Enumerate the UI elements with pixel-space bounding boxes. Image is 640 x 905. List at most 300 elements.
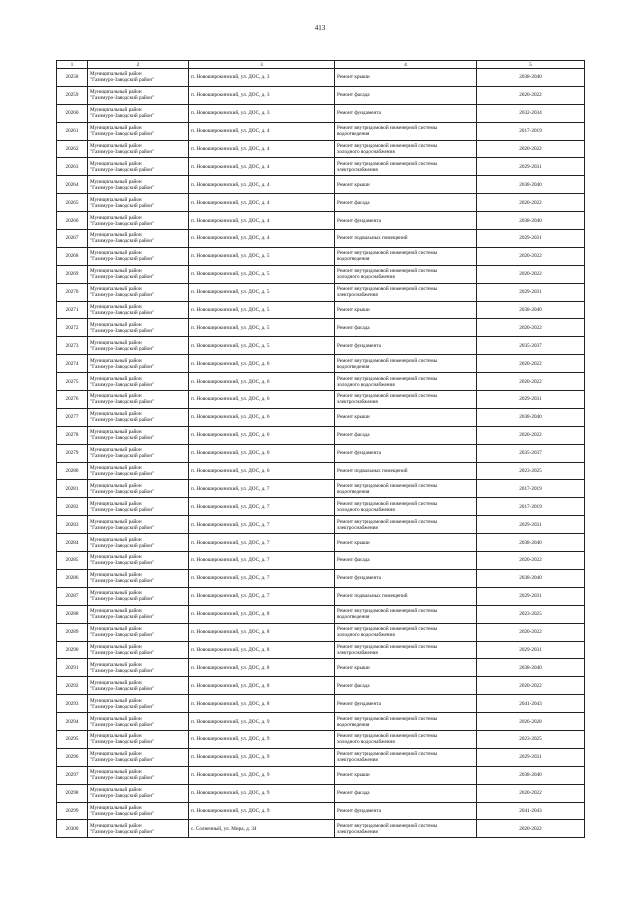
row-id: 20262 [57,140,88,158]
district-line: "Газимуро-Заводский район" [90,649,155,656]
district-cell [88,408,189,426]
district-line: Муниципальный район [90,590,142,597]
district-cell [88,319,189,337]
district-line: "Газимуро-Заводский район" [90,506,155,513]
period-cell: 2017-2019 [477,122,585,140]
address-cell: п. Новоширокинский, ул. ДОС, д. 9 [189,766,335,784]
district-line: "Газимуро-Заводский район" [90,399,155,406]
row-id: 20294 [57,713,88,731]
row-id: 20264 [57,176,88,194]
district-cell [88,265,189,283]
table-row [57,569,585,587]
address-cell: п. Новоширокинский, ул. ДОС, д. 6 [189,462,335,480]
district-cell [88,480,189,498]
row-id: 20295 [57,730,88,748]
row-id: 20279 [57,444,88,462]
district-cell [88,766,189,784]
district-cell [88,659,189,677]
district-line: "Газимуро-Заводский район" [90,345,155,352]
district-cell [88,784,189,802]
table-row [57,820,585,838]
address-cell: п. Новоширокинский, ул. ДОС, д. 9 [189,784,335,802]
row-id: 20300 [57,820,88,838]
work-type-line: электроснабжения [337,828,378,835]
table-row [57,194,585,212]
work-type-cell [335,641,477,659]
address-cell: п. Новоширокинский, ул. ДОС, д. 9 [189,730,335,748]
period-cell: 2020-2022 [477,784,585,802]
district-line: "Газимуро-Заводский район" [90,560,155,567]
period-cell: 2038-2040 [477,69,585,87]
period-cell: 2020-2022 [477,319,585,337]
district-line: Муниципальный район [90,572,142,579]
work-type-line: электроснабжения [337,524,378,531]
work-type-line: Ремонт фундамента [337,110,381,117]
work-type-cell [335,713,477,731]
district-cell [88,713,189,731]
work-type-line: Ремонт крыши [337,181,370,188]
work-type-line: холодного водоснабжения [337,381,395,388]
work-type-line: водоотведения [337,721,370,728]
district-line: Муниципальный район [90,822,142,829]
period-cell: 2020-2022 [477,265,585,283]
period-cell: 2023-2025 [477,462,585,480]
table-row [57,713,585,731]
period-cell: 2035-2037 [477,337,585,355]
district-cell [88,641,189,659]
district-cell [88,373,189,391]
table-row [57,605,585,623]
period-cell: 2020-2022 [477,140,585,158]
district-line: "Газимуро-Заводский район" [90,721,155,728]
table-row [57,373,585,391]
work-type-line: Ремонт фасада [337,199,370,206]
work-type-line: электроснабжения [337,166,378,173]
district-line: Муниципальный район [90,804,142,811]
work-type-line: Ремонт фасада [337,790,370,797]
district-cell [88,552,189,570]
district-cell [88,820,189,838]
table-row [57,69,585,87]
district-line: Муниципальный район [90,697,142,704]
district-line: "Газимуро-Заводский район" [90,166,155,173]
period-cell: 2020-2022 [477,623,585,641]
district-line: Муниципальный район [90,375,142,382]
district-line: "Газимуро-Заводский район" [90,793,155,800]
column-header-5: 5 [477,61,585,69]
work-type-line: Ремонт внутридомовой инженерной системы [337,518,438,525]
district-line: "Газимуро-Заводский район" [90,632,155,639]
district-cell [88,748,189,766]
work-type-line: Ремонт внутридомовой инженерной системы [337,286,438,293]
table-row [57,784,585,802]
period-cell: 2038-2040 [477,176,585,194]
row-id: 20275 [57,373,88,391]
address-cell: п. Новоширокинский, ул. ДОС, д. 7 [189,516,335,534]
district-line: "Газимуро-Заводский район" [90,453,155,460]
column-header-2: 2 [88,61,189,69]
row-id: 20284 [57,534,88,552]
work-type-cell [335,730,477,748]
district-line: "Газимуро-Заводский район" [90,614,155,621]
row-id: 20270 [57,283,88,301]
work-type-line: Ремонт внутридомовой инженерной системы [337,357,438,364]
period-cell: 2020-2022 [477,820,585,838]
district-line: Муниципальный район [90,643,142,650]
work-type-cell [335,766,477,784]
row-id: 20296 [57,748,88,766]
district-line: Муниципальный район [90,232,142,239]
address-cell: п. Новоширокинский, ул. ДОС, д. 4 [189,122,335,140]
district-line: "Газимуро-Заводский район" [90,667,155,674]
work-type-line: Ремонт внутридомовой инженерной системы [337,643,438,650]
table-row [57,319,585,337]
district-line: "Газимуро-Заводский район" [90,810,155,817]
district-line: "Газимуро-Заводский район" [90,828,155,835]
address-cell: п. Новоширокинский, ул. ДОС, д. 7 [189,587,335,605]
district-line: "Газимуро-Заводский район" [90,596,155,603]
address-cell: п. Новоширокинский, ул. ДОС, д. 7 [189,552,335,570]
table-row [57,176,585,194]
district-line: "Газимуро-Заводский район" [90,292,155,299]
table-row [57,283,585,301]
address-cell: п. Новоширокинский, ул. ДОС, д. 3 [189,86,335,104]
work-type-line: Ремонт фундамента [337,450,381,457]
district-line: "Газимуро-Заводский район" [90,739,155,746]
district-line: "Газимуро-Заводский район" [90,220,155,227]
district-cell [88,247,189,265]
address-cell: п. Новоширокинский, ул. ДОС, д. 4 [189,158,335,176]
work-type-cell [335,194,477,212]
period-cell: 2023-2025 [477,605,585,623]
work-type-cell [335,784,477,802]
period-cell: 2029-2031 [477,283,585,301]
period-cell: 2020-2022 [477,194,585,212]
row-id: 20261 [57,122,88,140]
address-cell: п. Новоширокинский, ул. ДОС, д. 5 [189,283,335,301]
work-type-line: Ремонт внутридомовой инженерной системы [337,626,438,633]
district-line: Муниципальный район [90,71,142,78]
district-line: Муниципальный район [90,661,142,668]
address-cell: п. Новоширокинский, ул. ДОС, д. 5 [189,301,335,319]
table-row [57,140,585,158]
district-cell [88,122,189,140]
district-line: "Газимуро-Заводский район" [90,274,155,281]
district-line: "Газимуро-Заводский район" [90,775,155,782]
row-id: 20297 [57,766,88,784]
district-cell [88,69,189,87]
row-id: 20298 [57,784,88,802]
work-type-cell [335,480,477,498]
address-cell: п. Новоширокинский, ул. ДОС, д. 6 [189,444,335,462]
work-type-cell [335,820,477,838]
row-id: 20273 [57,337,88,355]
row-id: 20293 [57,695,88,713]
district-line: Муниципальный район [90,107,142,114]
district-line: Муниципальный район [90,286,142,293]
work-type-line: Ремонт крыши [337,307,370,314]
district-line: Муниципальный район [90,304,142,311]
address-cell: п. Новоширокинский, ул. ДОС, д. 9 [189,748,335,766]
address-cell: п. Новоширокинский, ул. ДОС, д. 6 [189,373,335,391]
work-type-cell [335,695,477,713]
row-id: 20286 [57,569,88,587]
row-id: 20278 [57,426,88,444]
work-type-line: Ремонт внутридомовой инженерной системы [337,250,438,257]
table-row [57,641,585,659]
district-cell [88,516,189,534]
district-line: Муниципальный район [90,321,142,328]
table-row [57,212,585,230]
district-line: Муниципальный район [90,751,142,758]
row-id: 20283 [57,516,88,534]
address-cell: п. Новоширокинский, ул. ДОС, д. 4 [189,230,335,248]
district-cell [88,230,189,248]
table-row [57,86,585,104]
work-type-cell [335,104,477,122]
period-cell: 2020-2022 [477,426,585,444]
work-type-line: Ремонт внутридомовой инженерной системы [337,482,438,489]
district-cell [88,140,189,158]
work-type-line: Ремонт внутридомовой инженерной системы [337,822,438,829]
work-type-line: Ремонт внутридомовой инженерной системы [337,160,438,167]
district-cell [88,426,189,444]
district-line: Муниципальный район [90,143,142,149]
district-cell [88,534,189,552]
district-line: "Газимуро-Заводский район" [90,113,155,120]
period-cell: 2038-2040 [477,569,585,587]
table-row [57,766,585,784]
district-cell [88,802,189,820]
address-cell: п. Новоширокинский, ул. ДОС, д. 7 [189,498,335,516]
row-id: 20277 [57,408,88,426]
work-type-cell [335,265,477,283]
row-id: 20272 [57,319,88,337]
row-id: 20268 [57,247,88,265]
work-type-cell [335,373,477,391]
district-line: "Газимуро-Заводский район" [90,184,155,191]
row-id: 20271 [57,301,88,319]
district-line: Муниципальный район [90,411,142,418]
work-type-line: Ремонт крыши [337,772,370,779]
work-type-cell [335,391,477,409]
address-cell: п. Новоширокинский, ул. ДОС, д. 8 [189,695,335,713]
address-cell: п. Новоширокинский, ул. ДОС, д. 4 [189,176,335,194]
address-cell: с. Солнечный, ул. Мира, д. 34 [189,820,335,838]
column-header-3: 3 [189,61,335,69]
work-type-line: Ремонт внутридомовой инженерной системы [337,393,438,400]
period-cell: 2029-2031 [477,230,585,248]
period-cell: 2020-2022 [477,552,585,570]
period-cell: 2020-2022 [477,677,585,695]
district-cell [88,104,189,122]
work-type-cell [335,319,477,337]
district-line: "Газимуро-Заводский район" [90,471,155,478]
work-type-line: Ремонт внутридомовой инженерной системы [337,268,438,275]
work-type-cell [335,122,477,140]
district-line: Муниципальный район [90,125,142,132]
work-type-cell [335,569,477,587]
address-cell: п. Новоширокинский, ул. ДОС, д. 4 [189,194,335,212]
period-cell: 2029-2031 [477,641,585,659]
district-cell [88,462,189,480]
table-row [57,247,585,265]
district-line: "Газимуро-Заводский район" [90,131,155,138]
work-type-cell [335,462,477,480]
work-type-line: Ремонт крыши [337,664,370,671]
row-id: 20265 [57,194,88,212]
district-line: "Газимуро-Заводский район" [90,685,155,692]
district-line: "Газимуро-Заводский район" [90,435,155,442]
district-line: "Газимуро-Заводский район" [90,327,155,334]
row-id: 20274 [57,355,88,373]
work-type-cell [335,552,477,570]
district-cell [88,730,189,748]
period-cell: 2020-2022 [477,355,585,373]
district-line: "Газимуро-Заводский район" [90,524,155,531]
district-line: Муниципальный район [90,715,142,722]
row-id: 20285 [57,552,88,570]
work-type-line: Ремонт внутридомовой инженерной системы [337,125,438,132]
table-row [57,802,585,820]
work-type-line: Ремонт фасада [337,682,370,689]
district-cell [88,623,189,641]
row-id: 20287 [57,587,88,605]
district-line: Муниципальный район [90,214,142,221]
work-type-line: холодного водоснабжения [337,506,395,513]
period-cell: 2017-2019 [477,498,585,516]
district-line: Муниципальный район [90,178,142,185]
work-type-cell [335,677,477,695]
work-type-line: холодного водоснабжения [337,149,395,155]
work-type-cell [335,408,477,426]
row-id: 20266 [57,212,88,230]
table-row [57,623,585,641]
district-cell [88,695,189,713]
district-cell [88,587,189,605]
row-id: 20289 [57,623,88,641]
work-type-line: Ремонт фасада [337,92,370,99]
address-cell: п. Новоширокинский, ул. ДОС, д. 7 [189,480,335,498]
header-row [57,61,585,69]
work-type-line: Ремонт внутридомовой инженерной системы [337,715,438,722]
district-line: "Газимуро-Заводский район" [90,149,155,155]
district-line: Муниципальный район [90,429,142,436]
row-id: 20290 [57,641,88,659]
address-cell: п. Новоширокинский, ул. ДОС, д. 8 [189,677,335,695]
table-row [57,462,585,480]
work-type-line: холодного водоснабжения [337,739,395,746]
work-type-line: Ремонт подвальных помещений [337,235,408,242]
district-line: Муниципальный район [90,518,142,525]
work-type-line: электроснабжения [337,649,378,656]
work-type-cell [335,623,477,641]
district-line: "Газимуро-Заводский район" [90,542,155,549]
work-type-cell [335,802,477,820]
address-cell: п. Новоширокинский, ул. ДОС, д. 6 [189,355,335,373]
work-type-line: водоотведения [337,131,370,138]
district-cell [88,86,189,104]
work-type-line: электроснабжения [337,292,378,299]
district-cell [88,176,189,194]
work-type-line: Ремонт внутридомовой инженерной системы [337,608,438,615]
table-row [57,695,585,713]
district-cell [88,605,189,623]
row-id: 20259 [57,86,88,104]
district-line: Муниципальный район [90,447,142,454]
district-line: Муниципальный район [90,250,142,257]
district-line: "Газимуро-Заводский район" [90,757,155,764]
work-type-cell [335,230,477,248]
table-row [57,158,585,176]
district-line: "Газимуро-Заводский район" [90,77,155,84]
period-cell: 2029-2031 [477,587,585,605]
period-cell: 2038-2040 [477,408,585,426]
district-cell [88,337,189,355]
table-row [57,408,585,426]
period-cell: 2029-2031 [477,158,585,176]
row-id: 20258 [57,69,88,87]
work-type-line: Ремонт крыши [337,539,370,546]
period-cell: 2029-2031 [477,391,585,409]
row-id: 20269 [57,265,88,283]
work-type-cell [335,140,477,158]
work-type-cell [335,659,477,677]
district-line: "Газимуро-Заводский район" [90,381,155,388]
work-type-line: холодного водоснабжения [337,632,395,639]
work-type-cell [335,748,477,766]
row-id: 20292 [57,677,88,695]
table-row [57,265,585,283]
address-cell: п. Новоширокинский, ул. ДОС, д. 8 [189,641,335,659]
address-cell: п. Новоширокинский, ул. ДОС, д. 3 [189,104,335,122]
work-type-line: Ремонт фундамента [337,342,381,349]
table-row [57,659,585,677]
row-id: 20267 [57,230,88,248]
address-cell: п. Новоширокинский, ул. ДОС, д. 6 [189,391,335,409]
work-type-line: электроснабжения [337,399,378,406]
period-cell: 2026-2028 [477,713,585,731]
work-type-line: водоотведения [337,488,370,495]
table-row [57,498,585,516]
table-row [57,122,585,140]
district-line: Муниципальный район [90,626,142,633]
district-line: Муниципальный район [90,608,142,615]
table-row [57,480,585,498]
row-id: 20281 [57,480,88,498]
district-line: Муниципальный район [90,357,142,364]
period-cell: 2017-2019 [477,480,585,498]
period-cell: 2035-2037 [477,444,585,462]
district-cell [88,355,189,373]
address-cell: п. Новоширокинский, ул. ДОС, д. 6 [189,408,335,426]
period-cell: 2032-2034 [477,104,585,122]
district-cell [88,158,189,176]
table-row [57,301,585,319]
district-cell [88,677,189,695]
table-row [57,552,585,570]
district-cell [88,569,189,587]
work-type-line: Ремонт подвальных помещений [337,593,408,600]
district-line: "Газимуро-Заводский район" [90,417,155,424]
repair-schedule-table [56,60,585,838]
district-line: "Газимуро-Заводский район" [90,202,155,209]
work-type-cell [335,86,477,104]
district-line: "Газимуро-Заводский район" [90,310,155,317]
work-type-line: Ремонт внутридомовой инженерной системы [337,143,438,149]
work-type-line: Ремонт внутридомовой инженерной системы [337,375,438,382]
work-type-line: водоотведения [337,614,370,621]
